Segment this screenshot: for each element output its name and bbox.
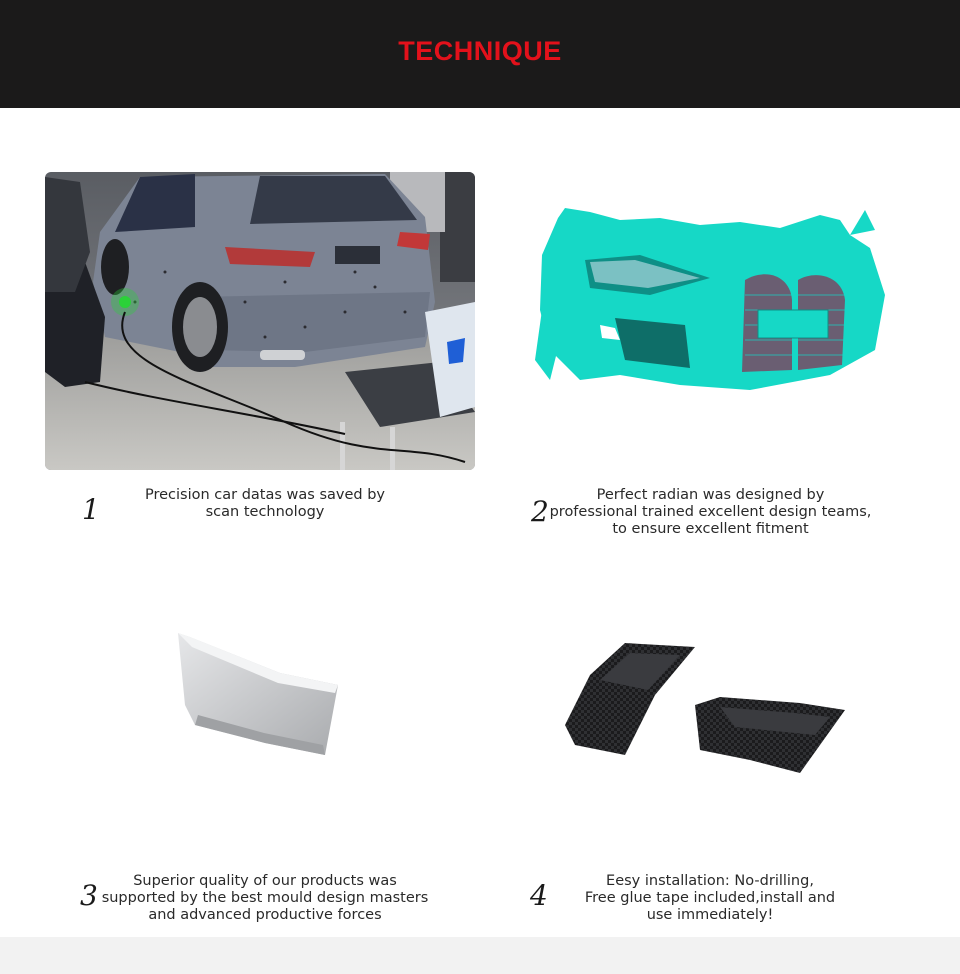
step-2-line: to ensure excellent fitment <box>612 521 809 537</box>
page-title: TECHNIQUE <box>398 36 562 66</box>
step-4-number: 4 <box>530 879 548 912</box>
step-3-number: 3 <box>80 879 98 912</box>
step-1-line: scan technology <box>205 504 325 520</box>
step-3-line: and advanced productive forces <box>148 907 382 923</box>
step-2-line: professional trained excellent design teams, <box>549 504 872 520</box>
step-2-line: Perfect radian was designed by <box>596 487 825 503</box>
footer-strip <box>0 937 960 974</box>
scan-photo <box>45 172 475 470</box>
step-2-number: 2 <box>531 495 549 528</box>
step-4-line: Eesy installation: No-drilling, <box>606 873 814 889</box>
step-1-number: 1 <box>82 493 100 526</box>
step-4-line: Free glue tape included,install and <box>584 890 836 906</box>
step-3-caption <box>100 873 430 924</box>
step-4-caption <box>570 873 850 924</box>
step-1-caption <box>125 487 405 521</box>
step-1-line: Precision car datas was saved by <box>144 487 385 503</box>
mould-part-image <box>170 625 345 765</box>
step-4-line: use immediately! <box>646 907 774 923</box>
scan-render-image <box>530 200 890 400</box>
carbon-parts-image <box>560 635 850 775</box>
step-2-caption <box>548 487 873 538</box>
step-3-line: Superior quality of our products was <box>133 873 397 889</box>
step-3-line: supported by the best mould design masters <box>101 890 429 906</box>
header-banner <box>0 0 960 108</box>
